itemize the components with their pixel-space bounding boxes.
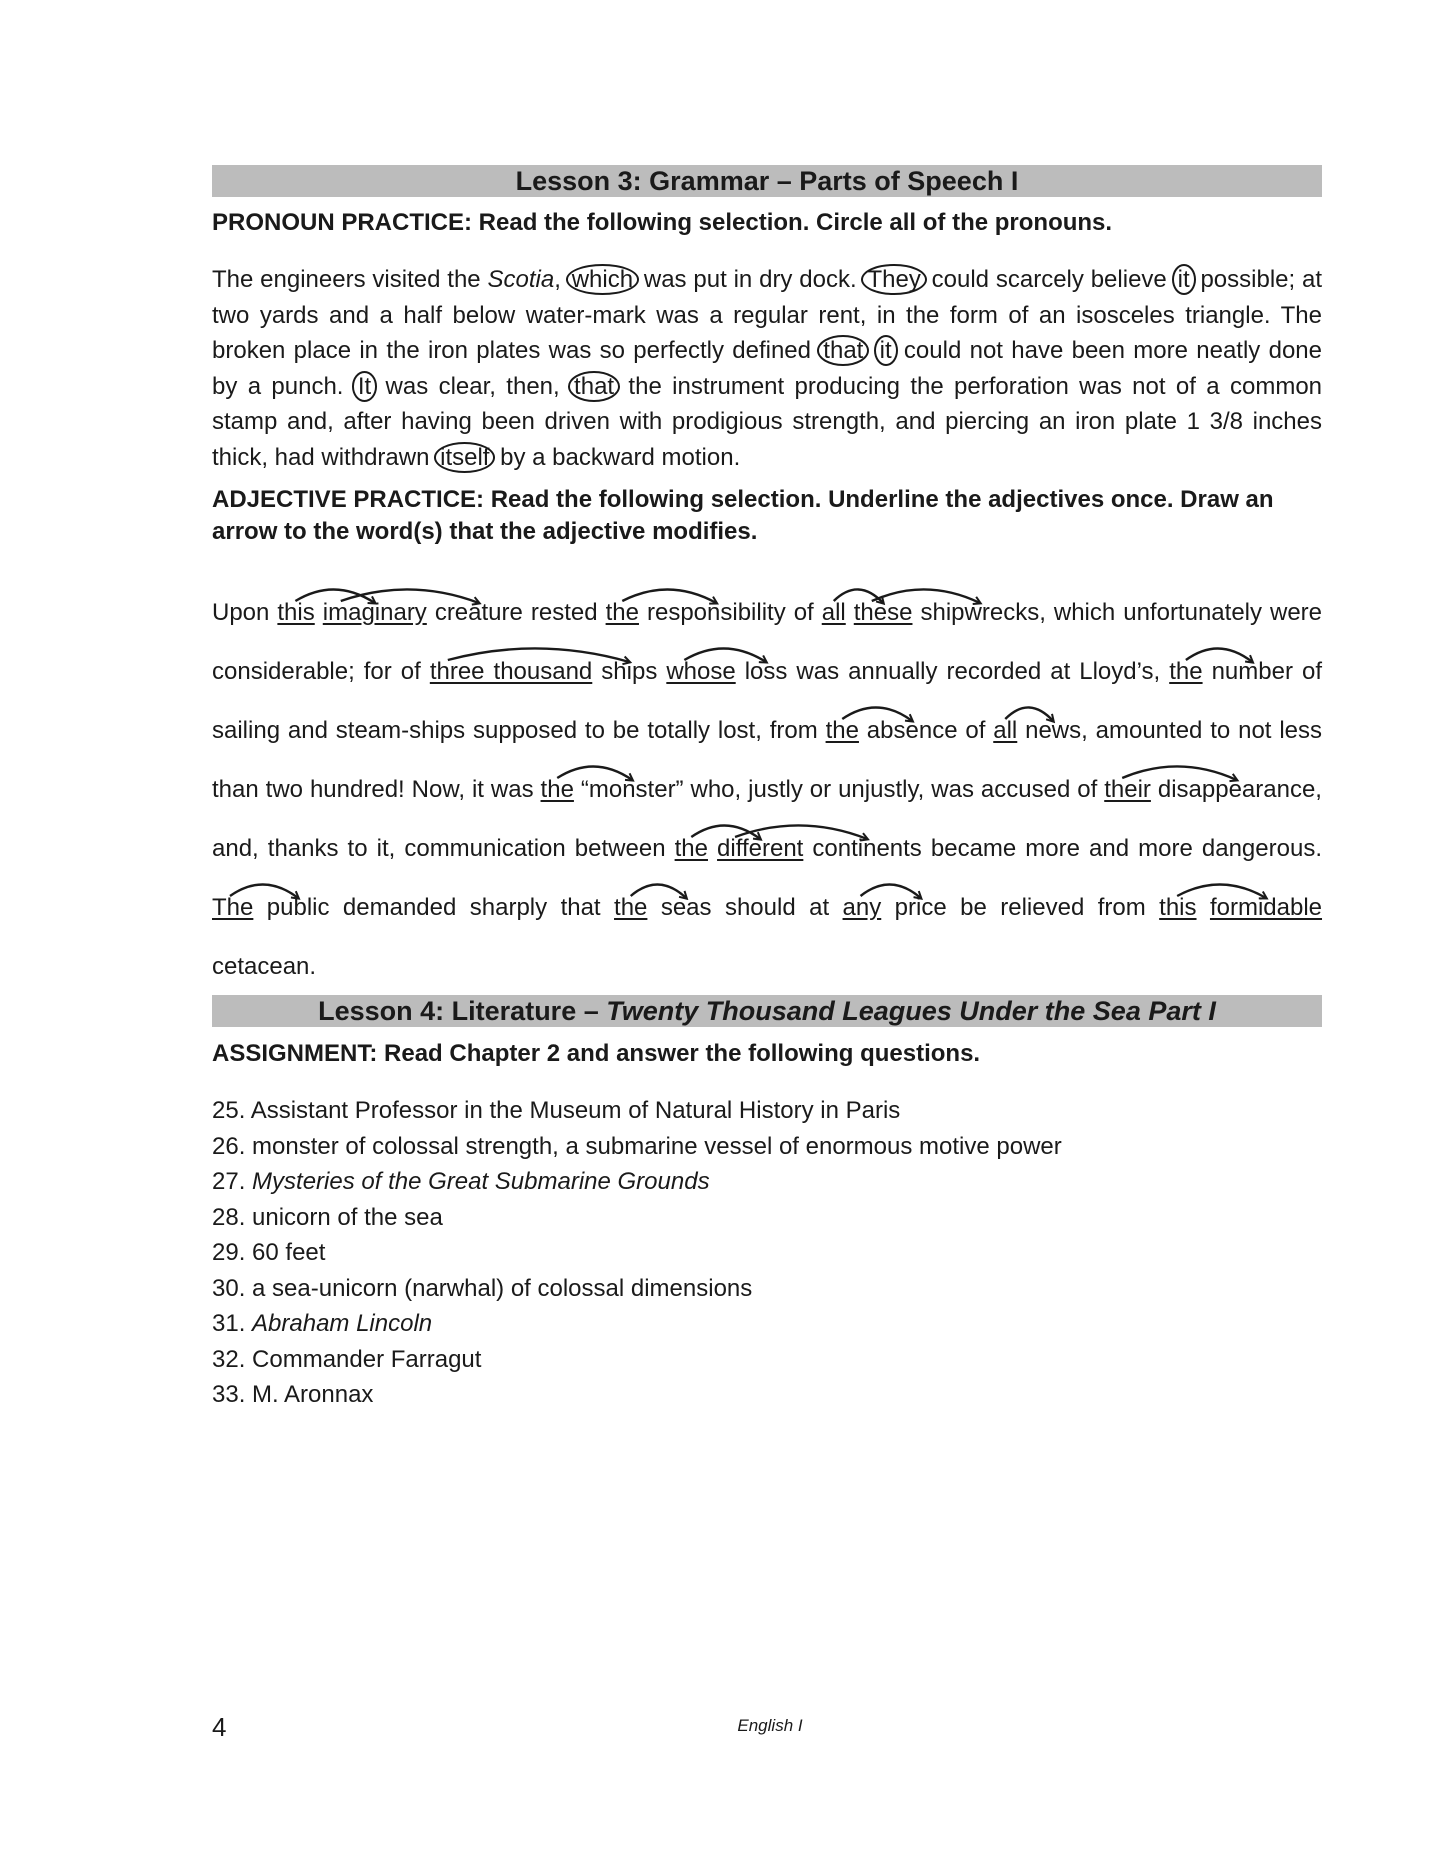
passage-text: The engineers visited the xyxy=(212,266,488,293)
passage-text: cetacean. xyxy=(212,953,317,980)
answer-item xyxy=(212,1129,1322,1165)
circled-pronoun: it xyxy=(1172,264,1196,295)
circled-pronoun: They xyxy=(861,264,926,295)
answer-text: 29. 60 feet xyxy=(212,1239,326,1266)
answer-item xyxy=(212,1342,1322,1378)
answer-text: 32. Commander Farragut xyxy=(212,1345,482,1373)
circled-pronoun: which xyxy=(566,264,639,295)
answer-item xyxy=(212,1200,1322,1236)
passage-text: creature rested xyxy=(426,599,606,626)
passage-text: news, amounted to not less than two hundred! Now, it was xyxy=(212,717,1322,803)
underlined-adjective: the xyxy=(825,717,859,744)
passage-text: continents became more and more dangerous. xyxy=(803,835,1322,862)
passage-text xyxy=(846,599,854,626)
underlined-adjective: the xyxy=(540,776,574,803)
underlined-adjective: the xyxy=(1169,658,1203,685)
passage-text: was put in dry dock. xyxy=(637,266,864,293)
underlined-adjective: all xyxy=(993,717,1018,744)
answer-list xyxy=(212,1093,1322,1413)
adjective-instruction: ADJECTIVE PRACTICE: Read the following selection. Underline the adjectives once. Draw an arrow to the word(s) that the adjective modifies. xyxy=(212,486,1274,545)
passage-text: by a backward motion. xyxy=(493,443,741,471)
circled-pronoun: itself xyxy=(434,442,495,473)
circled-pronoun: it xyxy=(874,335,898,366)
lesson4-header-prefix: Lesson 4: Literature – xyxy=(318,996,607,1026)
passage-text: possible; at two yards and a half below water-mark was a regular rent, in the form of an isosceles triangle. The broken place in the iron plates was so perfectly defined xyxy=(212,266,1323,364)
answer-text: 26. monster of colossal strength, a submarine vessel of enormous motive power xyxy=(212,1132,1062,1160)
passage-text xyxy=(315,599,323,626)
lesson4-header xyxy=(212,995,1322,1027)
passage-text: ships xyxy=(592,658,667,685)
underlined-adjective: formidable xyxy=(1209,894,1323,921)
adjective-passage xyxy=(212,583,1322,996)
passage-text: seas should at xyxy=(647,894,843,921)
underlined-adjective: the xyxy=(674,835,708,862)
underlined-adjective: all xyxy=(821,599,846,626)
answer-item xyxy=(212,1271,1322,1307)
assignment-instruction: ASSIGNMENT: Read Chapter 2 and answer the following questions. xyxy=(212,1040,981,1067)
passage-text xyxy=(708,835,717,862)
passage-text xyxy=(1197,894,1210,921)
answer-text: 30. a sea-unicorn (narwhal) of colossal dimensions xyxy=(212,1274,753,1302)
pronoun-passage xyxy=(212,262,1322,475)
answer-item xyxy=(212,1306,1322,1342)
passage-text: , xyxy=(554,266,568,293)
underlined-adjective: this xyxy=(277,599,315,626)
passage-text: the instrument producing the perforation was not of a common stamp and, after having been driven with prodigious strength, and piercing an iron plate 1 3/8 inches thick, had withdrawn xyxy=(212,372,1323,471)
answer-text: 27. xyxy=(212,1168,253,1195)
lesson3-header: Lesson 3: Grammar – Parts of Speech I xyxy=(212,165,1322,197)
footer-title: English I xyxy=(737,1716,803,1735)
answer-item xyxy=(212,1093,1322,1129)
passage-text: was clear, then, xyxy=(375,372,571,400)
page-number: 4 xyxy=(212,1712,227,1742)
passage-text: shipwrecks, which unfortunately were considerable; for of xyxy=(212,599,1323,685)
circled-pronoun: It xyxy=(352,371,377,402)
answer-item xyxy=(212,1235,1322,1271)
underlined-adjective: their xyxy=(1104,776,1151,803)
circled-pronoun: that xyxy=(817,335,869,366)
underlined-adjective: imaginary xyxy=(322,599,427,626)
italic-ship-name: Scotia xyxy=(487,266,555,293)
passage-text: absence of xyxy=(858,717,994,744)
passage-text: responsibility of xyxy=(638,599,822,626)
answer-text: 28. unicorn of the sea xyxy=(212,1203,443,1231)
passage-text: public demanded sharply that xyxy=(253,894,615,921)
answer-item xyxy=(212,1164,1322,1200)
answer-text: 25. Assistant Professor in the Museum of Natural History in Paris xyxy=(212,1097,901,1124)
circled-pronoun: that xyxy=(568,371,620,402)
passage-text: could not have been more neatly done by a punch. xyxy=(212,337,1322,400)
passage-text: disappearance, and, thanks to it, communication between xyxy=(212,776,1322,862)
passage-text: loss was annually recorded at Lloyd’s, xyxy=(735,658,1170,685)
passage-text: Upon xyxy=(212,599,278,626)
underlined-adjective: these xyxy=(853,599,913,626)
answer-text: 33. M. Aronnax xyxy=(212,1381,374,1408)
underlined-adjective: The xyxy=(212,894,254,921)
underlined-adjective: different xyxy=(717,835,804,862)
underlined-adjective: whose xyxy=(666,658,736,685)
passage-text: could scarcely believe xyxy=(924,266,1174,293)
answer-italic-title: Mysteries of the Great Submarine Grounds xyxy=(252,1168,710,1195)
answer-item xyxy=(212,1377,1322,1413)
pronoun-instruction: PRONOUN PRACTICE: Read the following selection. Circle all of the pronouns. xyxy=(212,209,1113,236)
underlined-adjective: the xyxy=(614,894,648,921)
underlined-adjective: this xyxy=(1159,894,1197,921)
underlined-adjective: any xyxy=(842,894,882,921)
answer-text: 31. xyxy=(212,1310,253,1337)
passage-text: “monster” who, justly or unjustly, was accused of xyxy=(573,776,1105,803)
passage-text: number of sailing and steam-ships supposed to be totally lost, from xyxy=(212,658,1322,744)
lesson4-header-title: Twenty Thousand Leagues Under the Sea Part I xyxy=(606,996,1216,1026)
underlined-adjective: the xyxy=(605,599,639,626)
passage-text: price be relieved from xyxy=(881,894,1160,921)
underlined-adjective: three thousand xyxy=(429,658,593,685)
answer-italic-title: Abraham Lincoln xyxy=(252,1310,433,1337)
